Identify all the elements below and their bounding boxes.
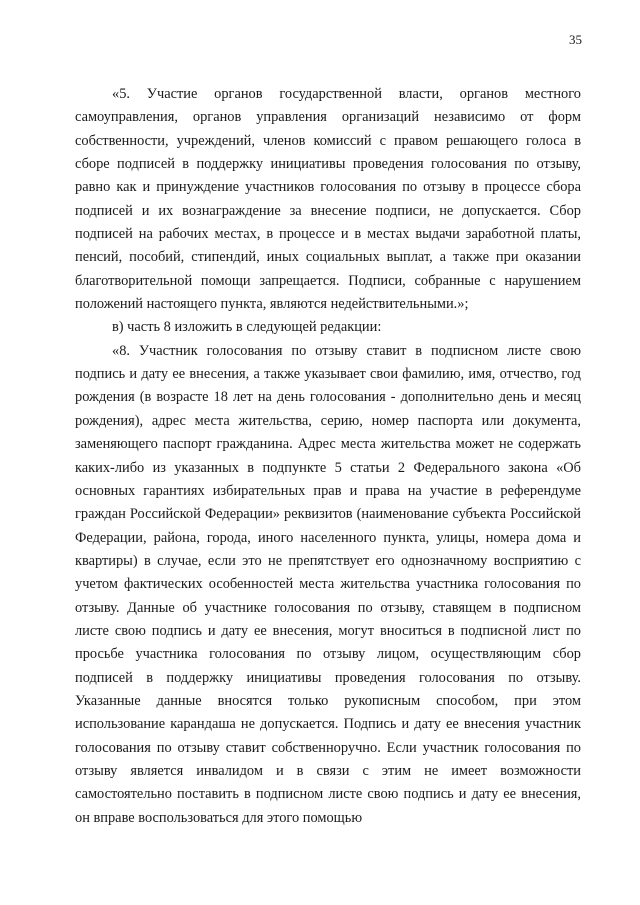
paragraph-item-8: «8. Участник голосования по отзыву ставит в подписном листе свою подпись и дату ее внесения, а также указывает свои фамилию, имя, отчество, год рождения (в возрасте 18 лет на день голосования - дополнительно день и месяц рождения), адрес места жительства, серию, номер паспорта или документа, заменяющего паспорт гражданина. Адрес места жительства может не содержать каких-либо из указанных в подпункте 5 статьи 2 Федерального закона «Об основных гарантиях избирательных прав и права на участие в референдуме граждан Российской Федерации» реквизитов (наименование субъекта Российской Федерации, района, города, иного населенного пункта, улицы, номера дома и квартиры) в случае, если это не препятствует его однозначному восприятию с учетом фактических особенностей места жительства участника голосования по отзыву. Данные об участнике голосования по отзыву, ставящем в подписном листе свою подпись и дату ее внесения, могут вноситься в подписной лист по просьбе участника голосования по отзыву лицом, осуществляющим сбор подписей в поддержку инициативы проведения голосования по отзыву. Указанные данные вносятся только рукописным способом, при этом использование карандаша не допускается. Подпись и дату ее внесения участник голосования по отзыву ставит собственноручно. Если участник голосования по отзыву является инвалидом и в связи с этим не имеет возможности самостоятельно поставить в подписном листе свою подпись и дату ее внесения, он вправе воспользоваться для этого помощью [75, 342, 581, 826]
page-number: 35 [569, 32, 582, 47]
document-body [75, 83, 581, 830]
paragraph-amendment-intro: в) часть 8 изложить в следующей редакции: [112, 319, 382, 336]
paragraph-item-5: «5. Участие органов государственной власти, органов местного самоуправления, органов управления организаций независимо от форм собственности, учреждений, членов комиссий с правом решающего голоса в сборе подписей в поддержку инициативы проведения голосования по отзыву, равно как и принуждение участников голосования по отзыву в процессе сбора подписей и их вознаграждение за внесение подписи, не допускается. Сбор подписей на рабочих местах, в процессе и в местах выдачи заработной платы, пенсий, пособий, стипендий, иных социальных выплат, а также при оказании благотворительной помощи запрещается. Подписи, собранные с нарушением положений настоящего пункта, являются недействительными.»; [75, 86, 581, 313]
